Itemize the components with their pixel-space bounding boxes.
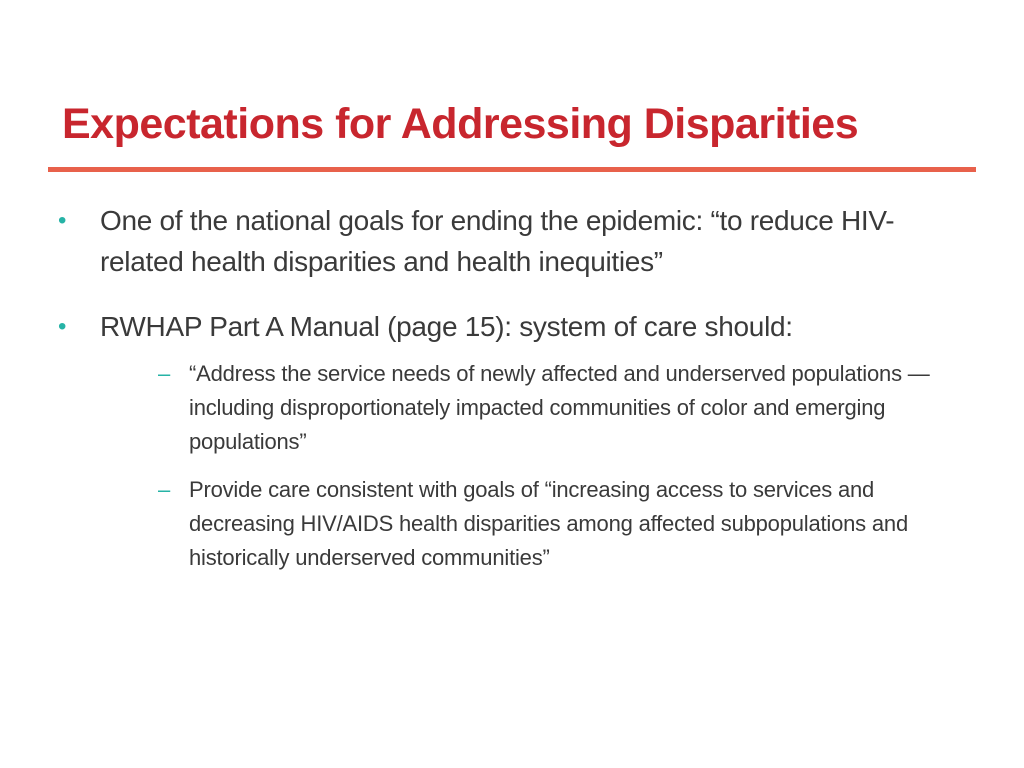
bullet-text: RWHAP Part A Manual (page 15): system of care should:: [100, 311, 793, 342]
dash-icon: –: [158, 477, 171, 502]
slide-content: [56, 200, 976, 575]
slide-title: Expectations for Addressing Disparities: [62, 100, 859, 148]
bullet-text: One of the national goals for ending the epidemic: “to reduce HIV-related health disparities and health inequities”: [100, 205, 895, 277]
bullet-item-national-goal: [56, 200, 976, 282]
sub-bullet-item-provide-care: [144, 473, 976, 575]
bullet-dot-icon: •: [58, 313, 67, 340]
sub-bullet-list: [144, 357, 976, 575]
sub-bullet-item-service-needs: [144, 357, 976, 459]
title-underline-rule: [48, 167, 976, 172]
dash-icon: –: [158, 361, 171, 386]
sub-bullet-text: Provide care consistent with goals of “increasing access to services and decreasing HIV/AIDS health disparities among affected subpopulations and historically underserved communities”: [189, 477, 908, 570]
bullet-item-rwhap-manual: [56, 306, 976, 575]
bullet-dot-icon: •: [58, 207, 67, 234]
sub-bullet-text: “Address the service needs of newly affected and underserved populations — including disproportionately impacted communities of color and emerging populations”: [189, 361, 930, 454]
